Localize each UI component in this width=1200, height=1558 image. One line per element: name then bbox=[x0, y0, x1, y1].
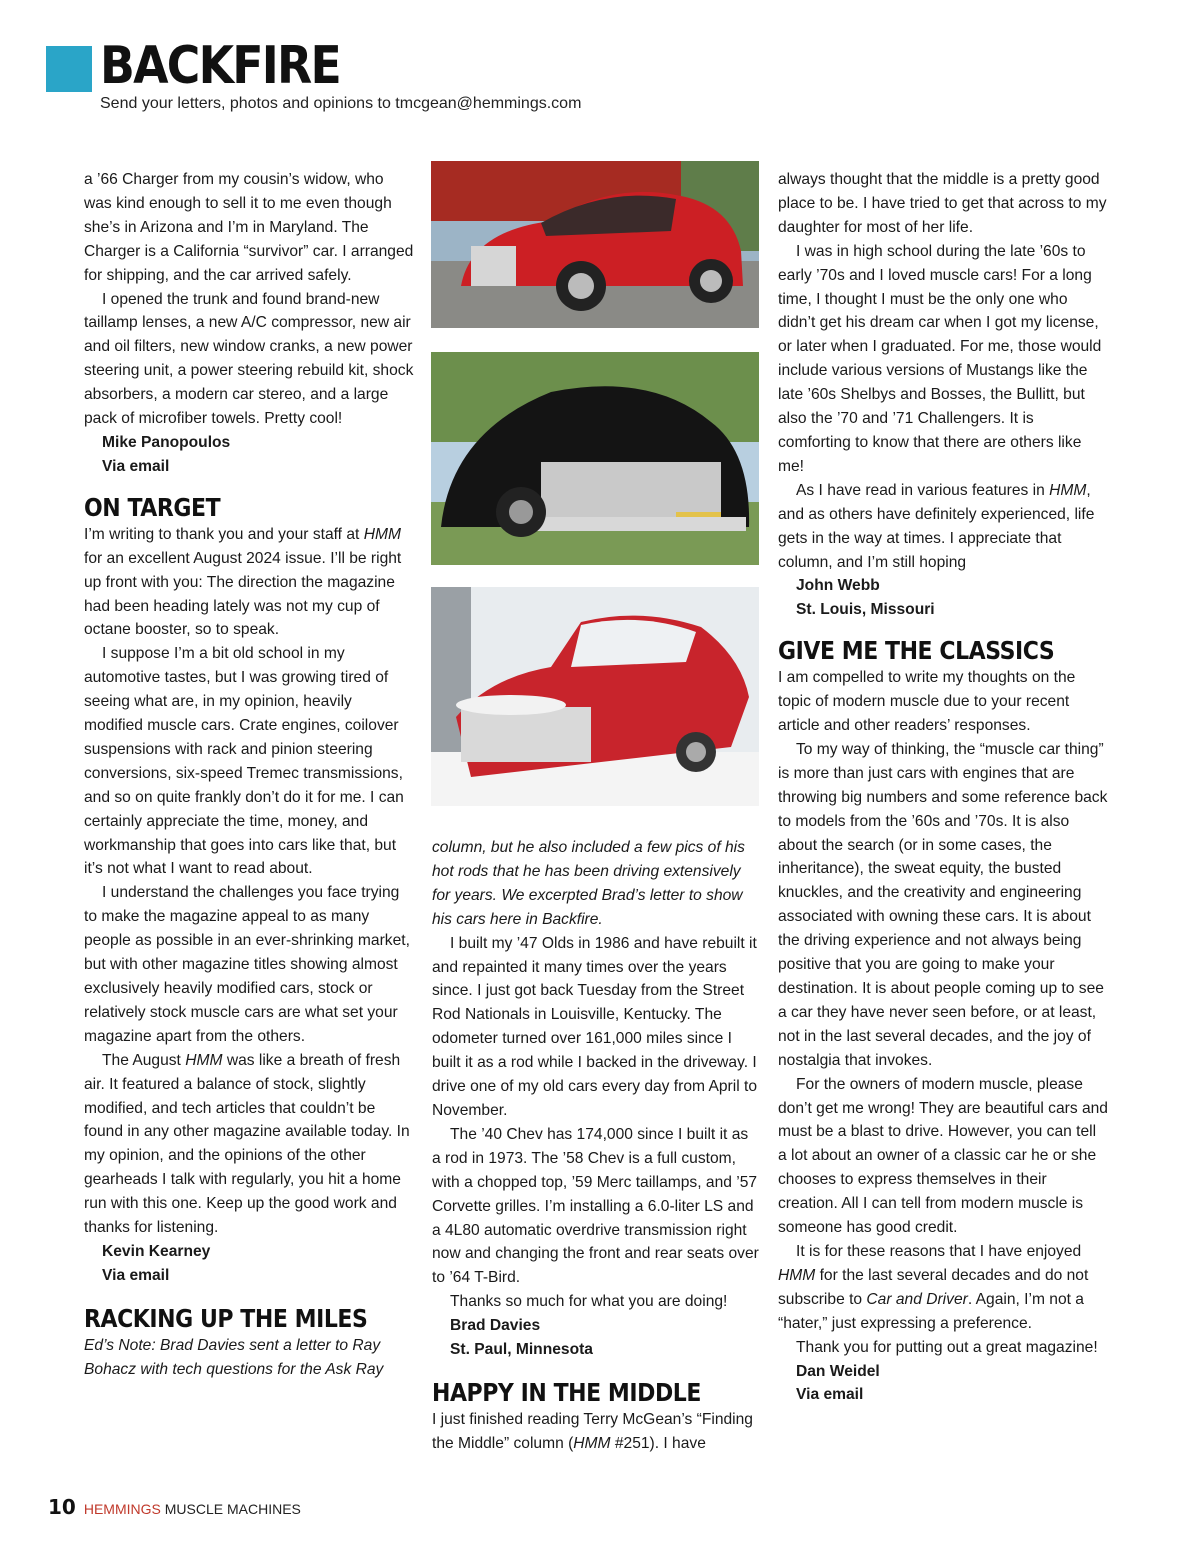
signature-name: Brad Davies bbox=[450, 1317, 541, 1335]
letter-paragraph: The ’40 Chev has 174,000 since I built it as a rod in 1973. The ’58 Chev is a full custom, with a chopped top, ’59 Merc taillamps, and ’57 Corvette grilles. I’m installing a 6.0-liter LS and a 4L80 automatic overdrive transmission right now and changing the front and rear seats over to ’64 T-Bird. bbox=[432, 1125, 759, 1287]
page-footer bbox=[48, 1496, 301, 1520]
signature-via: Via email bbox=[796, 1386, 864, 1404]
signature-name: Mike Panopoulos bbox=[102, 433, 231, 451]
letter-paragraph: I was in high school during the late ’60s to early ’70s and I loved muscle cars! For a long time, I thought I must be the only one who didn’t get his dream car when I got my license, or later when I graduated. For me, those would include various versions of Mustangs like the late ’60s Shelbys and Bosses, the Bullitt, but also the ’70 and ’71 Challengers. It is comforting to know that there are others like me! bbox=[778, 242, 1102, 475]
letter-paragraph: I built my ’47 Olds in 1986 and have rebuilt it and repainted it many times over the years since. I just got back Tuesday from the Street Rod Nationals in Louisville, Kentucky. The odometer turned over 161,000 miles since I built it as a rod while I backed in the driveway. I drive one of my old cars every day from April to November. bbox=[432, 934, 758, 1119]
letter-paragraph: I’m writing to thank you and your staff at HMM for an excellent August 2024 issue. I’ll be right up front with you: The direction the magazine had been heading lately was not my cup of octane booster, so to speak. bbox=[84, 525, 402, 639]
magazine-abbr: HMM bbox=[1049, 481, 1087, 499]
section-title: BACKFIRE bbox=[100, 36, 341, 96]
heading-give-me-the-classics: GIVE ME THE CLASSICS bbox=[778, 636, 1055, 666]
letter-paragraph: always thought that the middle is a pretty good place to be. I have tried to get that across to my daughter for most of her life. bbox=[778, 171, 1107, 236]
editor-note-continued: column, but he also included a few pics of his hot rods that he has been driving extensively for years. We excerpted Brad’s letter to show his cars here in Backfire. bbox=[432, 839, 745, 928]
letter-paragraph: Thank you for putting out a great magazine! bbox=[796, 1338, 1098, 1356]
signature-place: St. Louis, Missouri bbox=[796, 601, 935, 619]
heading-on-target: ON TARGET bbox=[84, 492, 221, 522]
magazine-abbr: HMM bbox=[185, 1051, 223, 1069]
letter-paragraph: The August HMM was like a breath of fresh air. It featured a balance of stock, slightly modified, and tech articles that couldn’t be found in any other magazine available today. In my opinion, and the opinions of the other gearheads I talk with regularly, you hit a home run with this one. Keep up the good work and thanks for listening. bbox=[84, 1051, 410, 1237]
signature-name: Kevin Kearney bbox=[102, 1242, 211, 1260]
letter-paragraph: I opened the trunk and found brand-new taillamp lenses, a new A/C compressor, new air and oil filters, new window cranks, a new power steering unit, a power steering rebuild kit, shock absorbers, a modern car stereo, and a large pack of microfiber towels. Pretty cool! bbox=[84, 290, 414, 428]
magazine-abbr: HMM bbox=[363, 525, 401, 543]
magazine-abbr: HMM bbox=[778, 1266, 816, 1284]
column-right bbox=[778, 168, 1108, 1407]
letter-paragraph: I just finished reading Terry McGean’s “Finding the Middle” column (HMM #251). I have bbox=[432, 1410, 753, 1452]
signature-name: John Webb bbox=[796, 577, 880, 595]
signature-via: Via email bbox=[102, 457, 170, 475]
photo-58-chev bbox=[431, 587, 759, 806]
section-accent-block bbox=[46, 46, 92, 92]
letter-paragraph: I understand the challenges you face trying to make the magazine appeal to as many people as possible in an ever-shrinking market, but with other magazine titles showing almost exclusively heavily modified cars, stock or relatively stock muscle cars are what set your magazine apart from the others. bbox=[84, 884, 410, 1045]
signature-place: St. Paul, Minnesota bbox=[450, 1341, 593, 1359]
heading-racking-up-the-miles: RACKING UP THE MILES bbox=[84, 1303, 368, 1333]
page-number: 10 bbox=[48, 1495, 76, 1519]
column-middle bbox=[432, 836, 760, 1456]
footer-magazine: MUSCLE MACHINES bbox=[160, 1501, 301, 1517]
letter-paragraph: As I have read in various features in HMM, and as others have definitely experienced, life gets in the way at times. I appreciate that column, and I’m still hoping bbox=[778, 481, 1095, 571]
column-left bbox=[84, 168, 415, 1382]
letter-paragraph: To my way of thinking, the “muscle car thing” is more than just cars with engines that are throwing big numbers and some reference back to models from the ’60s and ’70s. It is also about the search (or in some cases, the inheritance), the sweat equity, the busted knuckles, and the creativity and engineering associated with owning these cars. It is about the driving experience and not always being positive that you are going to make your destination. It is about people coming up to see a car they have never seen before, or at least, not in the last several decades, and the joy of nostalgia that invokes. bbox=[778, 740, 1108, 1069]
letter-paragraph: I suppose I’m a bit old school in my automotive tastes, but I was growing tired of seeing what are, in my opinion, heavily modified muscle cars. Crate engines, coilover suspensions with rack and pinion steering conversions, six-speed Tremec transmissions, and so on quite frankly don’t do it for me. I can certainly appreciate the time, money, and workmanship that goes into cars like that, but it’s not what I want to read about. bbox=[84, 645, 404, 878]
footer-brand: HEMMINGS bbox=[83, 1501, 161, 1517]
letter-paragraph: a ’66 Charger from my cousin’s widow, who was kind enough to sell it to me even though she’s in Arizona and I’m in Maryland. The Charger is a California “survivor” car. I arranged for shipping, and the car arrived safely. bbox=[84, 171, 414, 284]
magazine-abbr: HMM bbox=[573, 1434, 611, 1452]
photo-40-chev bbox=[431, 161, 759, 328]
signature-name: Dan Weidel bbox=[796, 1362, 880, 1380]
signature-via: Via email bbox=[102, 1266, 170, 1284]
letter-paragraph: For the owners of modern muscle, please don’t get me wrong! They are beautiful cars and must be a blast to drive. However, you can tell a lot about an owner of a classic car he or she chooses to express themselves in their creation. All I can tell from modern muscle is someone has good credit. bbox=[778, 1075, 1108, 1237]
photo-47-olds bbox=[431, 352, 759, 565]
letter-paragraph: It is for these reasons that I have enjoyed HMM for the last several decades and do not subscribe to Car and Driver. Again, I’m not a “hater,” just expressing a preference. bbox=[778, 1242, 1089, 1332]
magazine-name: Car and Driver bbox=[866, 1290, 968, 1308]
letter-paragraph: I am compelled to write my thoughts on the topic of modern muscle due to your recent article and other readers’ responses. bbox=[778, 669, 1076, 735]
editor-note: Ed’s Note: Brad Davies sent a letter to Ray Bohacz with tech questions for the Ask Ray bbox=[84, 1336, 384, 1378]
letter-paragraph: Thanks so much for what you are doing! bbox=[450, 1293, 728, 1311]
heading-happy-in-the-middle: HAPPY IN THE MIDDLE bbox=[432, 1377, 701, 1407]
section-subtitle: Send your letters, photos and opinions to tmcgean@hemmings.com bbox=[100, 95, 582, 112]
